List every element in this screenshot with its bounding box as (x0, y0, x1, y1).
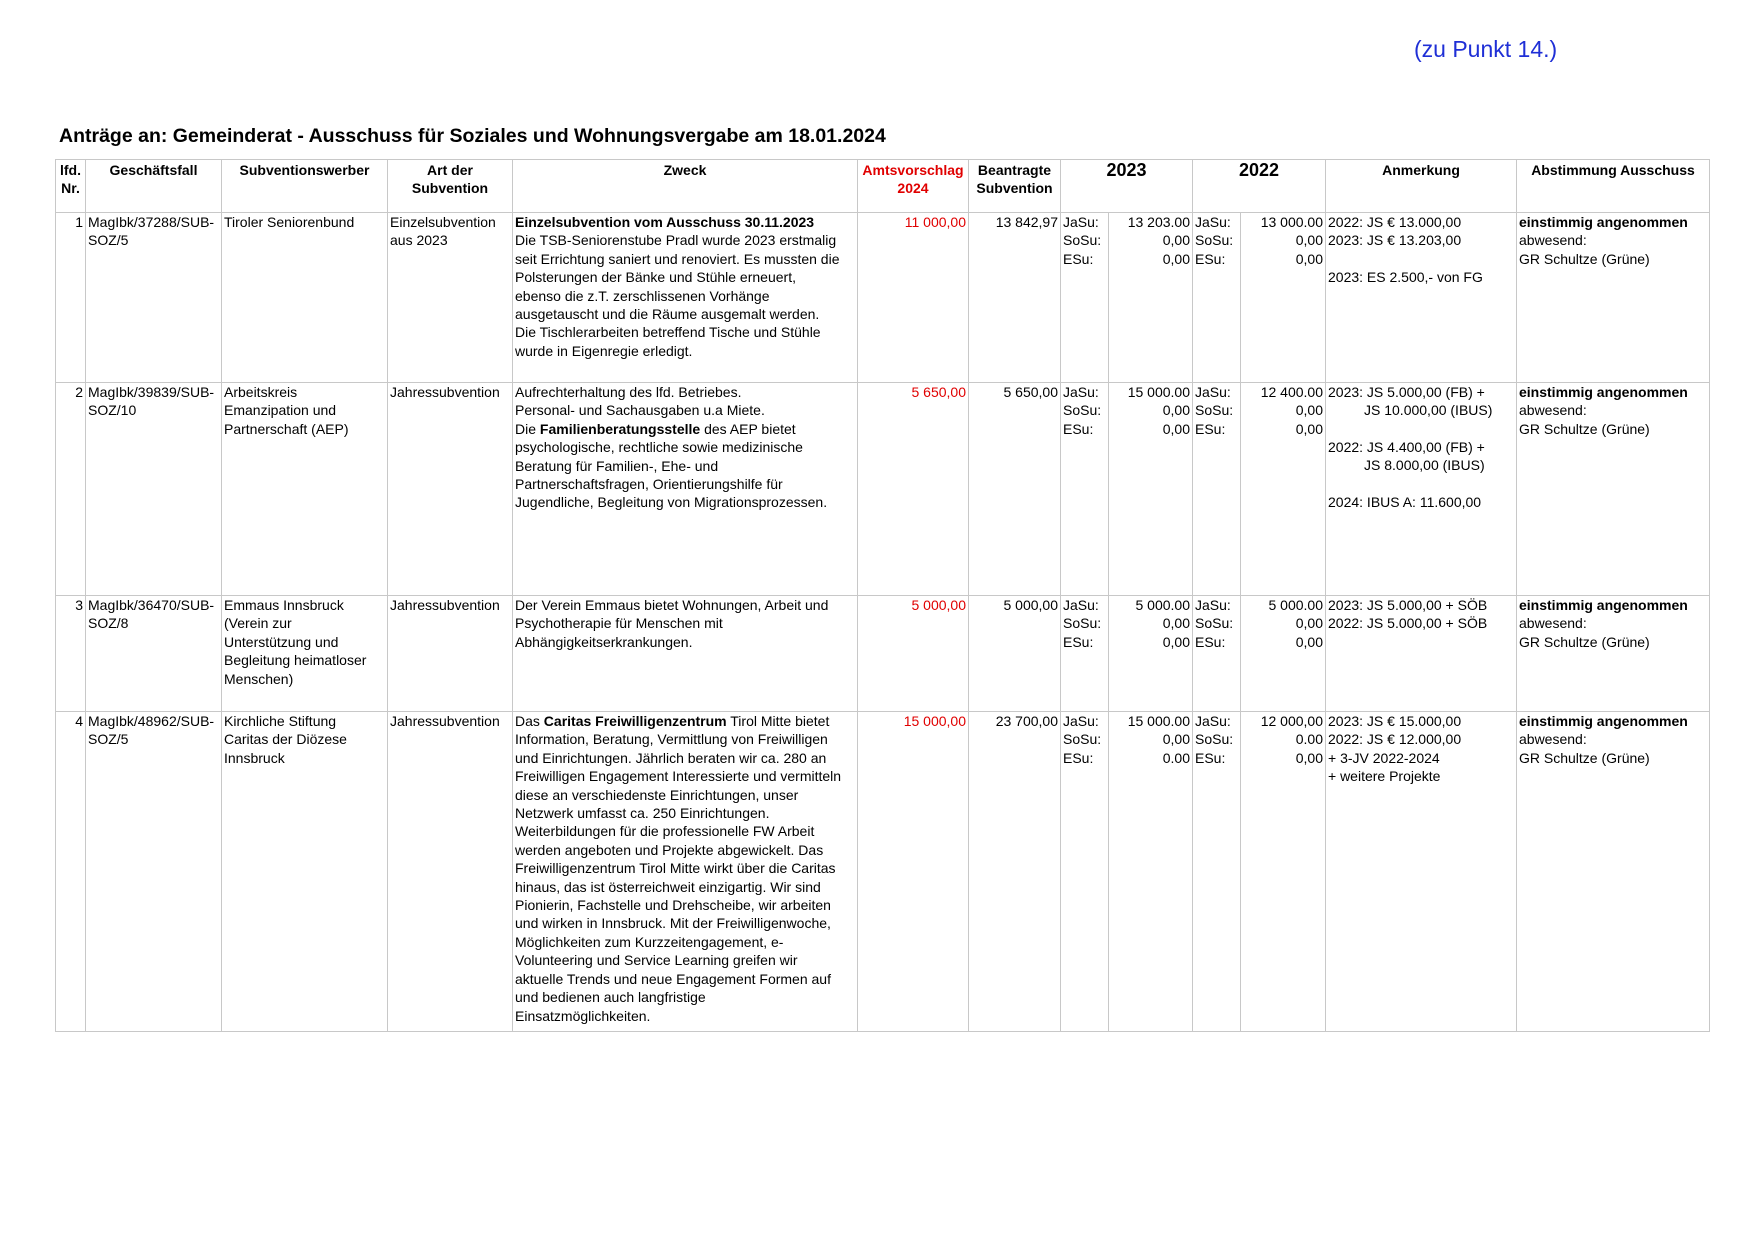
row-2022-labels: JaSu: SoSu: ESu: (1193, 213, 1241, 383)
row-2023-labels: JaSu: SoSu: ESu: (1061, 596, 1109, 712)
row-zweck: Einzelsubvention vom Ausschuss 30.11.2023 Die TSB-Seniorenstube Pradl wurde 2023 erstmalig seit Errichtung saniert und renoviert. Es mussten die Polsterungen der Bänke und Stühle erneuert, ebenso die z.T. zerschlissenen Vorhänge ausgetauscht und die Räume ausgemalt werden. Die Tischlerarbeiten betreffend Tische und Stühle wurde in Eigenregie erledigt. (513, 213, 858, 383)
row-art: Jahressubvention (388, 383, 513, 596)
applications-table (55, 159, 1710, 1032)
row-nr: 4 (56, 712, 86, 1032)
row-2022-labels: JaSu: SoSu: ESu: (1193, 712, 1241, 1032)
col-beantragt: Beantragte Subvention (969, 160, 1061, 213)
row-beantragt: 5 650,00 (969, 383, 1061, 596)
row-2023-values: 5 000.00 0,00 0,00 (1109, 596, 1193, 712)
row-amtsvorschlag: 5 650,00 (858, 383, 969, 596)
row-nr: 2 (56, 383, 86, 596)
row-2023-labels: JaSu: SoSu: ESu: (1061, 712, 1109, 1032)
col-zweck: Zweck (513, 160, 858, 213)
row-geschaeftsfall: MagIbk/39839/SUB- SOZ/10 (86, 383, 222, 596)
row-nr: 1 (56, 213, 86, 383)
row-subventionswerber: Tiroler Seniorenbund (222, 213, 388, 383)
row-2022-values: 5 000.00 0,00 0,00 (1241, 596, 1326, 712)
col-nr: lfd. Nr. (56, 160, 86, 213)
table-row (56, 213, 1710, 383)
row-2022-values: 12 000,00 0.00 0,00 (1241, 712, 1326, 1032)
col-2022: 2022 (1193, 160, 1326, 213)
row-beantragt: 5 000,00 (969, 596, 1061, 712)
col-2023: 2023 (1061, 160, 1193, 213)
row-beantragt: 23 700,00 (969, 712, 1061, 1032)
row-2023-labels: JaSu: SoSu: ESu: (1061, 213, 1109, 383)
row-nr: 3 (56, 596, 86, 712)
row-abstimmung: einstimmig angenommen abwesend: GR Schultze (Grüne) (1517, 383, 1710, 596)
row-amtsvorschlag: 5 000,00 (858, 596, 969, 712)
row-2023-values: 15 000.00 0,00 0.00 (1109, 712, 1193, 1032)
row-subventionswerber: Emmaus Innsbruck (Verein zur Unterstützung und Begleitung heimatloser Menschen) (222, 596, 388, 712)
col-amtsvorschlag: Amtsvorschlag 2024 (858, 160, 969, 213)
row-2022-values: 13 000.00 0,00 0,00 (1241, 213, 1326, 383)
row-anmerkung: 2023: JS € 15.000,00 2022: JS € 12.000,00 + 3-JV 2022-2024 + weitere Projekte (1326, 712, 1517, 1032)
col-art: Art der Subvention (388, 160, 513, 213)
row-zweck: Aufrechterhaltung des lfd. Betriebes. Personal- und Sachausgaben u.a Miete. Die Familienberatungsstelle des AEP bietet psychologische, rechtliche sowie medizinische Beratung für Familien-, Ehe- und Partnerschaftsfragen, Orientierungshilfe für Jugendliche, Begleitung von Migrationsprozessen. (513, 383, 858, 596)
header-row (56, 160, 1710, 213)
row-geschaeftsfall: MagIbk/37288/SUB- SOZ/5 (86, 213, 222, 383)
table-row (56, 712, 1710, 1032)
row-abstimmung: einstimmig angenommen abwesend: GR Schultze (Grüne) (1517, 213, 1710, 383)
col-anmerkung: Anmerkung (1326, 160, 1517, 213)
agenda-item-reference: (zu Punkt 14.) (1414, 36, 1558, 62)
row-2022-values: 12 400.00 0,00 0,00 (1241, 383, 1326, 596)
row-abstimmung: einstimmig angenommen abwesend: GR Schultze (Grüne) (1517, 712, 1710, 1032)
row-beantragt: 13 842,97 (969, 213, 1061, 383)
row-anmerkung: 2022: JS € 13.000,00 2023: JS € 13.203,00 2023: ES 2.500,- von FG (1326, 213, 1517, 383)
table-row (56, 383, 1710, 596)
row-2023-labels: JaSu: SoSu: ESu: (1061, 383, 1109, 596)
row-art: Einzelsubvention aus 2023 (388, 213, 513, 383)
col-abstimmung: Abstimmung Ausschuss (1517, 160, 1710, 213)
row-art: Jahressubvention (388, 596, 513, 712)
row-art: Jahressubvention (388, 712, 513, 1032)
row-anmerkung: 2023: JS 5.000,00 + SÖB 2022: JS 5.000,00 + SÖB (1326, 596, 1517, 712)
row-zweck: Der Verein Emmaus bietet Wohnungen, Arbeit und Psychotherapie für Menschen mit Abhängigkeitserkrankungen. (513, 596, 858, 712)
row-geschaeftsfall: MagIbk/48962/SUB- SOZ/5 (86, 712, 222, 1032)
row-amtsvorschlag: 15 000,00 (858, 712, 969, 1032)
col-subventionswerber: Subventionswerber (222, 160, 388, 213)
row-2022-labels: JaSu: SoSu: ESu: (1193, 383, 1241, 596)
row-subventionswerber: Arbeitskreis Emanzipation und Partnerschaft (AEP) (222, 383, 388, 596)
row-2023-values: 15 000.00 0,00 0,00 (1109, 383, 1193, 596)
row-geschaeftsfall: MagIbk/36470/SUB- SOZ/8 (86, 596, 222, 712)
row-amtsvorschlag: 11 000,00 (858, 213, 969, 383)
row-zweck: Das Caritas Freiwilligenzentrum Tirol Mitte bietet Information, Beratung, Vermittlung von Freiwilligen und Einrichtungen. Jährlich beraten wir ca. 280 an Freiwilligen Engagement Interessierte und vermitteln diese an verschiedenste Einrichtungen, unser Netzwerk umfasst ca. 250 Einrichtungen. Weiterbildungen für die professionelle FW Arbeit werden angeboten und Projekte abgewickelt. Das Freiwilligenzentrum Tirol Mitte wirkt über die Caritas hinaus, das ist österreichweit einzigartig. Wir sind Pionierin, Fachstelle und Drehscheibe, wir arbeiten und wirken in Innsbruck. Mit der Freiwilligenwoche, Möglichkeiten zum Kurzzeitengagement, e- Volunteering und Service Learning greifen wir aktuelle Trends und neue Engagement Formen auf und bedienen auch langfristige Einsatzmöglichkeiten. (513, 712, 858, 1032)
col-geschaeftsfall: Geschäftsfall (86, 160, 222, 213)
row-subventionswerber: Kirchliche Stiftung Caritas der Diözese Innsbruck (222, 712, 388, 1032)
row-2022-labels: JaSu: SoSu: ESu: (1193, 596, 1241, 712)
row-abstimmung: einstimmig angenommen abwesend: GR Schultze (Grüne) (1517, 596, 1710, 712)
table-row (56, 596, 1710, 712)
document-title: Anträge an: Gemeinderat - Ausschuss für Soziales und Wohnungsvergabe am 18.01.2024 (59, 125, 886, 147)
row-2023-values: 13 203.00 0,00 0,00 (1109, 213, 1193, 383)
row-anmerkung: 2023: JS 5.000,00 (FB) + JS 10.000,00 (IBUS) 2022: JS 4.400,00 (FB) + JS 8.000,00 (IBUS) 2024: IBUS A: 11.600,00 (1326, 383, 1517, 596)
